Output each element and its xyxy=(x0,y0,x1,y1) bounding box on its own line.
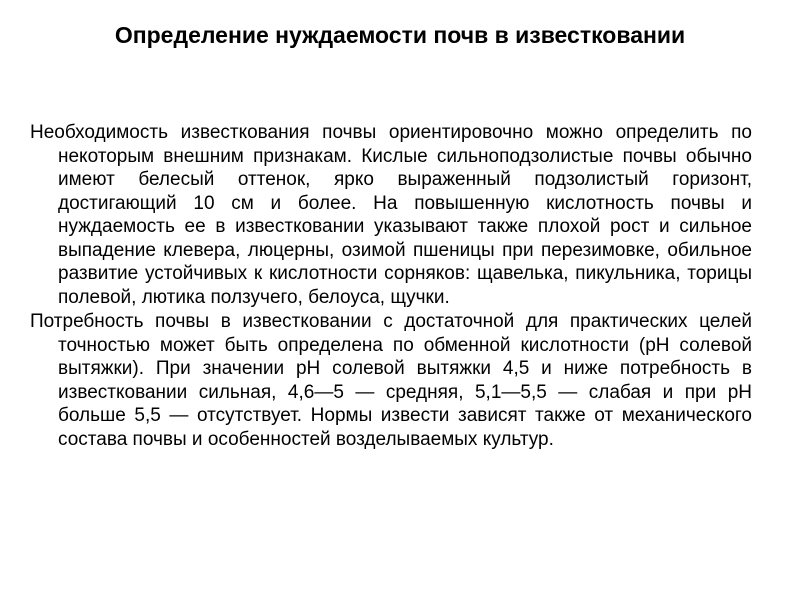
paragraph-ph-norms: Потребность почвы в известковании с достаточной для практических целей точностью может быть определена по обменной кислотности (рН солевой вытяжки). При значении рН солевой вытяжки 4,5 и ниже потребность в известковании сильная, 4,6—5 — средняя, 5,1—5,5 — слабая и при рН больше 5,5 — отсутствует. Нормы извести зависят также от механического состава почвы и особенностей возделываемых культур. xyxy=(30,311,752,450)
paragraph-signs: Необходимость известкования почвы ориентировочно можно определить по некоторым внешним признакам. Кислые сильноподзолистые почвы обычно имеют белесый оттенок, ярко выраженный подзолистый горизонт, достигающий 10 см и более. На повышенную кислотность почвы и нуждаемость ее в известковании указывают также плохой рост и сильное выпадение клевера, люцерны, озимой пшеницы при перезимовке, обильное развитие устойчивых к кислотности сорняков: щавелька, пикульника, торицы полевой, лютика ползучего, белоуса, щучки. xyxy=(30,122,752,308)
slide-title: Определение нуждаемости почв в известковании xyxy=(114,22,686,48)
slide-body xyxy=(30,121,752,452)
